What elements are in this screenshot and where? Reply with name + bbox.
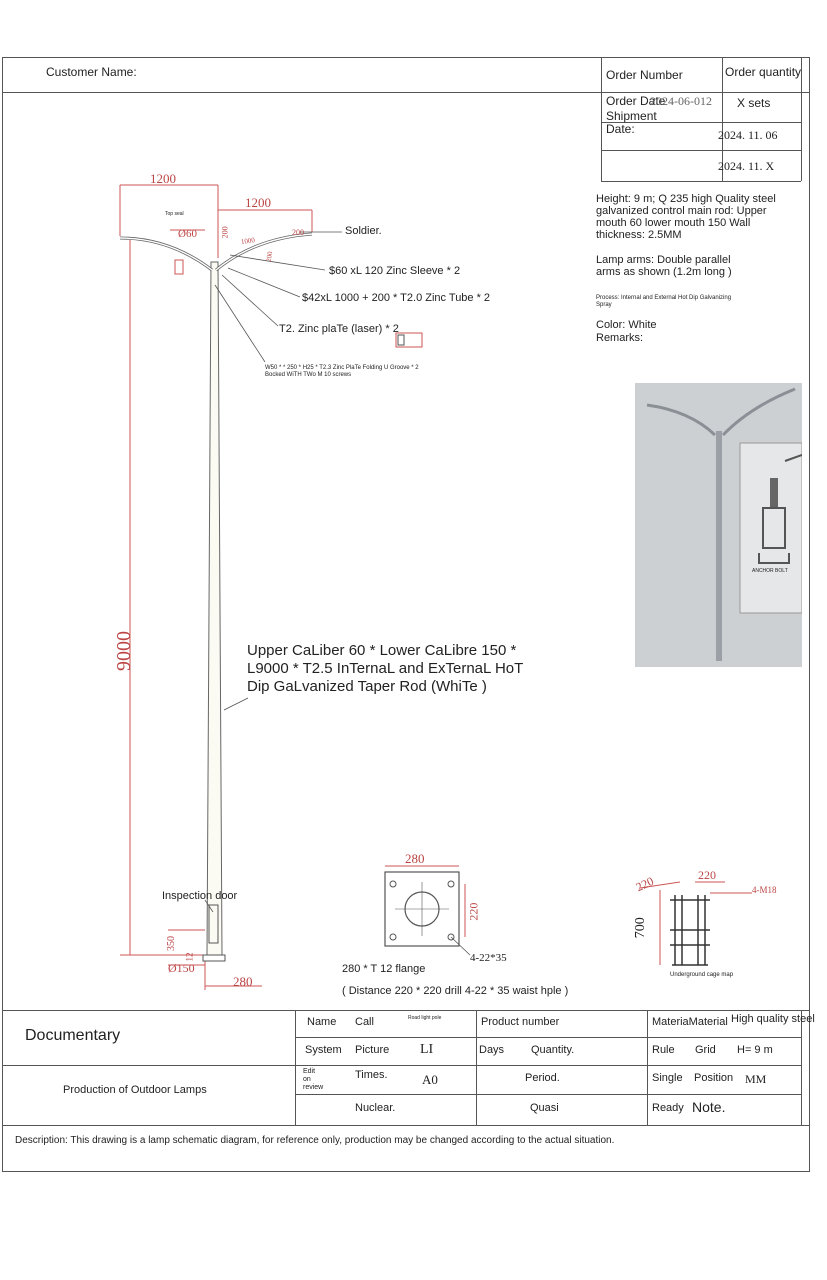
date-1: 2024. 11. 06 [718,128,778,142]
tb-nuclear: Nuclear. [355,1102,396,1114]
title-col-2 [476,1010,477,1125]
title-col-4 [801,1010,802,1125]
description-text: Description: This drawing is a lamp schematic diagram, for reference only, production may be changed according to the actual situation. [15,1135,615,1146]
tb-days: Days [479,1044,505,1056]
shipment-date-label: Shipment Date: [606,109,657,136]
dim-280-base: 280 [233,974,253,989]
title-col-3 [647,1010,648,1125]
spec-process: Process: Internal and External Hot Dip Galvanizing Spray [596,295,732,308]
taper-rod-label: Upper CaLiber 60 * Lower CaLibre 150 * L9000 * T2.5 InTernaL and ExTernaL HoT Dip GaLvanized Taper Rod (WhiTe ) [247,642,524,695]
top-seal-label: Top seal [165,211,184,217]
tb-times: Times. [355,1069,388,1081]
spec-height: Height: 9 m; Q 235 high Quality steel galvanized control main rod: Upper mouth 60 lower mouth 150 Wall thickness: 2.5MM [596,193,776,242]
tb-position: Position [694,1072,734,1084]
date-2: 2024. 11. X [718,159,775,173]
tb-system: System [305,1044,342,1056]
spec-remarks: Remarks: [596,332,644,344]
tb-high-quality-steel: High quality steel [731,1013,815,1025]
tb-rule: Rule [652,1044,675,1056]
cage-m18: 4-M18 [752,885,777,895]
tb-road-light-pole: Road light pole [408,1015,442,1021]
cage-caption: Underground cage map [670,972,734,978]
spec-lamp-arms: Lamp arms: Double parallel arms as shown (1.2m long ) [596,254,732,279]
tb-picture: Picture [355,1044,390,1056]
tb-period: Period. [525,1072,560,1084]
dim-1200-right: 1200 [245,195,271,210]
inspection-door-label: Inspection door [162,890,238,902]
tb-quantity: Quantity. [531,1044,575,1056]
dim-200-a: 200 [220,226,230,239]
flange-dim-220: 220 [466,902,481,921]
tb-materia: MateriaMaterial [652,1016,728,1028]
flange-distance: ( Distance 220 * 220 drill 4-22 * 35 waist hple ) [342,985,569,997]
tb-li: LI [420,1042,434,1057]
dim-9000: 9000 [113,631,135,671]
dim-200-c: 200 [264,250,275,263]
title-block-bottom [2,1125,810,1126]
order-number-value: 2024-06-012 [650,94,712,108]
spec-color: Color: White [596,319,657,331]
dim-200-b: 200 [292,228,304,237]
flange-dim-280: 280 [405,851,425,866]
tb-ready: Ready [652,1102,684,1114]
tb-name: Name [307,1016,337,1028]
zinc-plate-label: T2. Zinc plaTe (laser) * 2 [279,323,399,335]
tb-note: Note. [692,1099,726,1115]
cage-dim-220-a: 220 [633,873,656,895]
soldier-label: Soldier. [345,225,382,237]
u-groove-label: W50 * * 250 * H25 * T2.3 Zinc PlaTe Folding U Groove * 2 Bocked WiTH TWo M 10 screws [265,365,419,378]
production-label: Production of Outdoor Lamps [63,1084,207,1096]
flange-caption: 280 * T 12 flange [342,963,426,975]
tb-quasi: Quasi [530,1102,559,1114]
flange-holes: 4-22*35 [470,952,507,964]
cage-dim-220-b: 220 [698,868,716,882]
order-quantity-value: X sets [737,96,771,110]
dia-60: Ø60 [178,228,197,240]
dia-150: Ø150 [168,961,195,975]
customer-name-label: Customer Name: [46,65,137,79]
zinc-sleeve-label: $60 xL 120 Zinc Sleeve * 2 [329,265,461,277]
photo-anchor-label: ANCHOR BOLT [752,568,788,574]
dim-12: 12 [184,952,195,962]
tb-edit-on-review: Edit on review [303,1068,324,1091]
dim-1200-left: 1200 [150,171,176,186]
title-row-line-3 [295,1094,802,1095]
cage-dim-700: 700 [632,917,648,939]
title-col-1 [295,1010,296,1125]
zinc-tube-label: $42xL 1000 + 200 * T2.0 Zinc Tube * 2 [302,292,491,304]
title-block-top [2,1010,810,1011]
tb-h-9m: H= 9 m [737,1044,773,1056]
dim-1000: 1000 [240,236,256,246]
documentary-label: Documentary [25,1027,121,1044]
order-quantity-label: Order quantity [725,65,802,79]
order-number-label: Order Number [606,68,683,82]
tb-grid: Grid [695,1044,716,1056]
title-row-line-2 [2,1065,802,1066]
tb-call: Call [355,1016,374,1028]
tb-single: Single [652,1072,683,1084]
title-row-line-1 [295,1037,802,1038]
tb-product-number: Product number [481,1016,560,1028]
tb-a0: A0 [422,1072,438,1087]
dim-350: 350 [166,936,177,951]
order-date-label: Order Date [606,94,666,108]
tb-mm: MM [745,1072,767,1086]
